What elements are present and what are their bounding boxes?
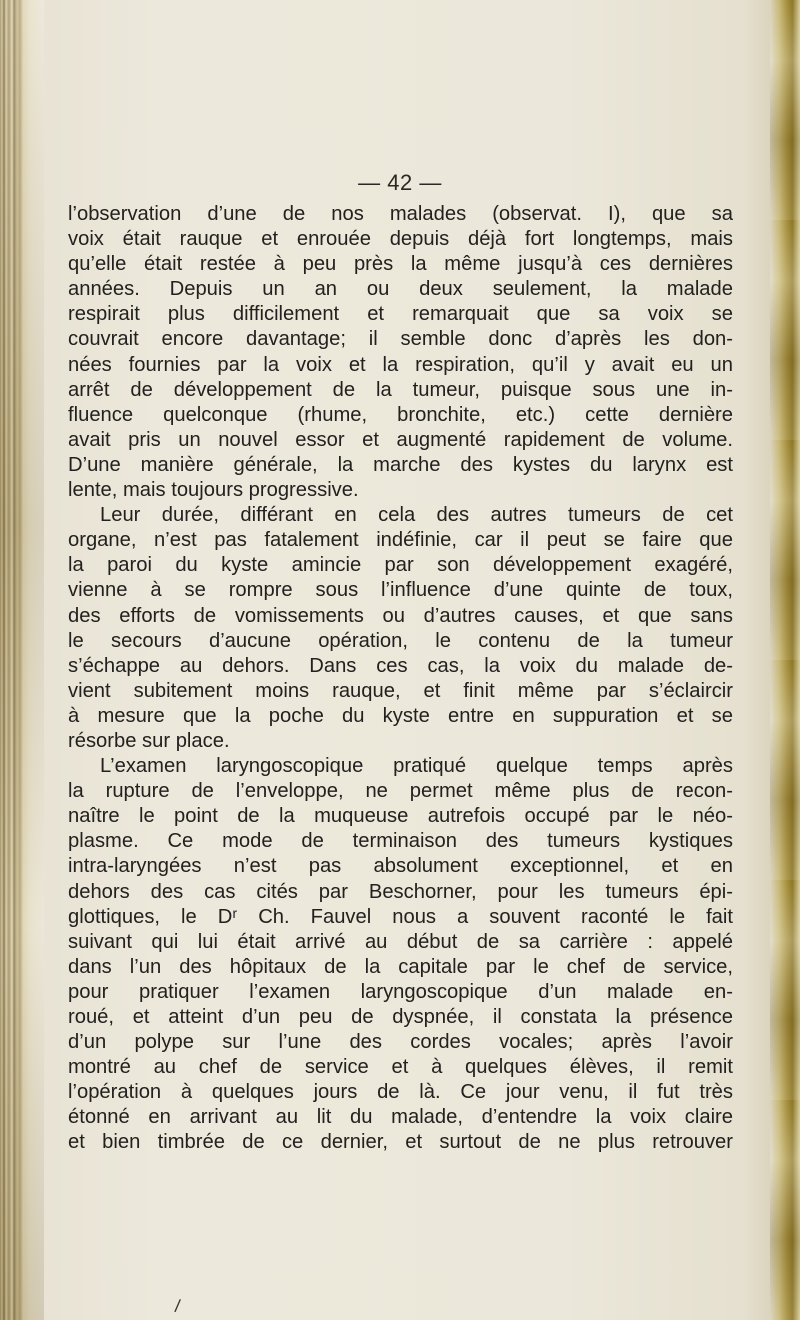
body-text: [68, 202, 733, 1156]
text-line: glottiques, le Dʳ Ch. Fauvel nous a souvent raconté le fait: [68, 905, 733, 928]
text-line: l’opération à quelques jours de là. Ce jour venu, il fut très: [68, 1081, 733, 1104]
page-fore-edge: [770, 0, 800, 1320]
text-line: plasme. Ce mode de terminaison des tumeurs kystiques: [68, 830, 733, 853]
text-line: et bien timbrée de ce dernier, et surtout de ne plus retrouver: [68, 1131, 733, 1154]
text-line: fluence quelconque (rhume, bronchite, etc.) cette dernière: [68, 403, 733, 426]
text-line: années. Depuis un an ou deux seulement, la malade: [68, 278, 733, 301]
text-line: D’une manière générale, la marche des kystes du larynx est: [68, 453, 733, 476]
page-number: — 42 —: [358, 170, 442, 195]
text-line: la rupture de l’enveloppe, ne permet même plus de recon-: [68, 780, 733, 803]
stray-ink-mark: /: [173, 1295, 182, 1317]
text-line: lente, mais toujours progressive.: [68, 479, 359, 502]
text-line: suivant qui lui était arrivé au début de sa carrière : appelé: [68, 930, 733, 953]
text-line: naître le point de la muqueuse autrefois occupé par le néo-: [68, 805, 733, 828]
text-line: vient subitement moins rauque, et finit même par s’éclaircir: [68, 679, 733, 702]
text-line: Leur durée, différant en cela des autres tumeurs de cet: [100, 504, 733, 527]
text-line: avait pris un nouvel essor et augmenté rapidement de volume.: [68, 428, 733, 451]
text-line: voix était rauque et enrouée depuis déjà fort longtemps, mais: [68, 228, 733, 251]
text-line: étonné en arrivant au lit du malade, d’entendre la voix claire: [68, 1106, 733, 1129]
text-line: résorbe sur place.: [68, 729, 230, 752]
text-line: à mesure que la poche du kyste entre en suppuration et se: [68, 704, 733, 727]
text-line: le secours d’aucune opération, le contenu de la tumeur: [68, 629, 733, 652]
text-line: L’examen laryngoscopique pratiqué quelque temps après: [100, 755, 733, 778]
text-line: respirait plus difficilement et remarquait que sa voix se: [68, 303, 733, 326]
text-line: dans l’un des hôpitaux de la capitale par le chef de service,: [68, 955, 733, 978]
text-line: qu’elle était restée à peu près la même jusqu’à ces dernières: [68, 253, 733, 276]
text-line: organe, n’est pas fatalement indéfinie, car il peut se faire que: [68, 529, 733, 552]
page-binding-edge: [0, 0, 44, 1320]
text-line: couvrait encore davantage; il semble donc d’après les don-: [68, 328, 733, 351]
text-line: roué, et atteint d’un peu de dyspnée, il constata la présence: [68, 1006, 733, 1028]
text-line: arrêt de développement de la tumeur, puisque sous une in-: [68, 378, 733, 401]
text-line: pour pratiquer l’examen laryngoscopique d’un malade en-: [68, 980, 733, 1003]
text-line: dehors des cas cités par Beschorner, pour les tumeurs épi-: [68, 880, 733, 903]
text-line: des efforts de vomissements ou d’autres causes, et que sans: [68, 604, 733, 627]
text-line: l’observation d’une de nos malades (observat. I), que sa: [68, 203, 733, 225]
text-line: montré au chef de service et à quelques élèves, il remit: [68, 1056, 733, 1079]
text-line: nées fournies par la voix et la respiration, qu’il y avait eu un: [68, 353, 733, 376]
text-line: vienne à se rompre sous l’influence d’une quinte de toux,: [68, 579, 733, 602]
text-line: d’un polype sur l’une des cordes vocales; après l’avoir: [68, 1031, 733, 1054]
text-line: s’échappe au dehors. Dans ces cas, la voix du malade de-: [68, 654, 733, 677]
text-line: la paroi du kyste amincie par son développement exagéré,: [68, 554, 733, 577]
text-line: intra-laryngées n’est pas absolument exceptionnel, et en: [68, 855, 733, 878]
